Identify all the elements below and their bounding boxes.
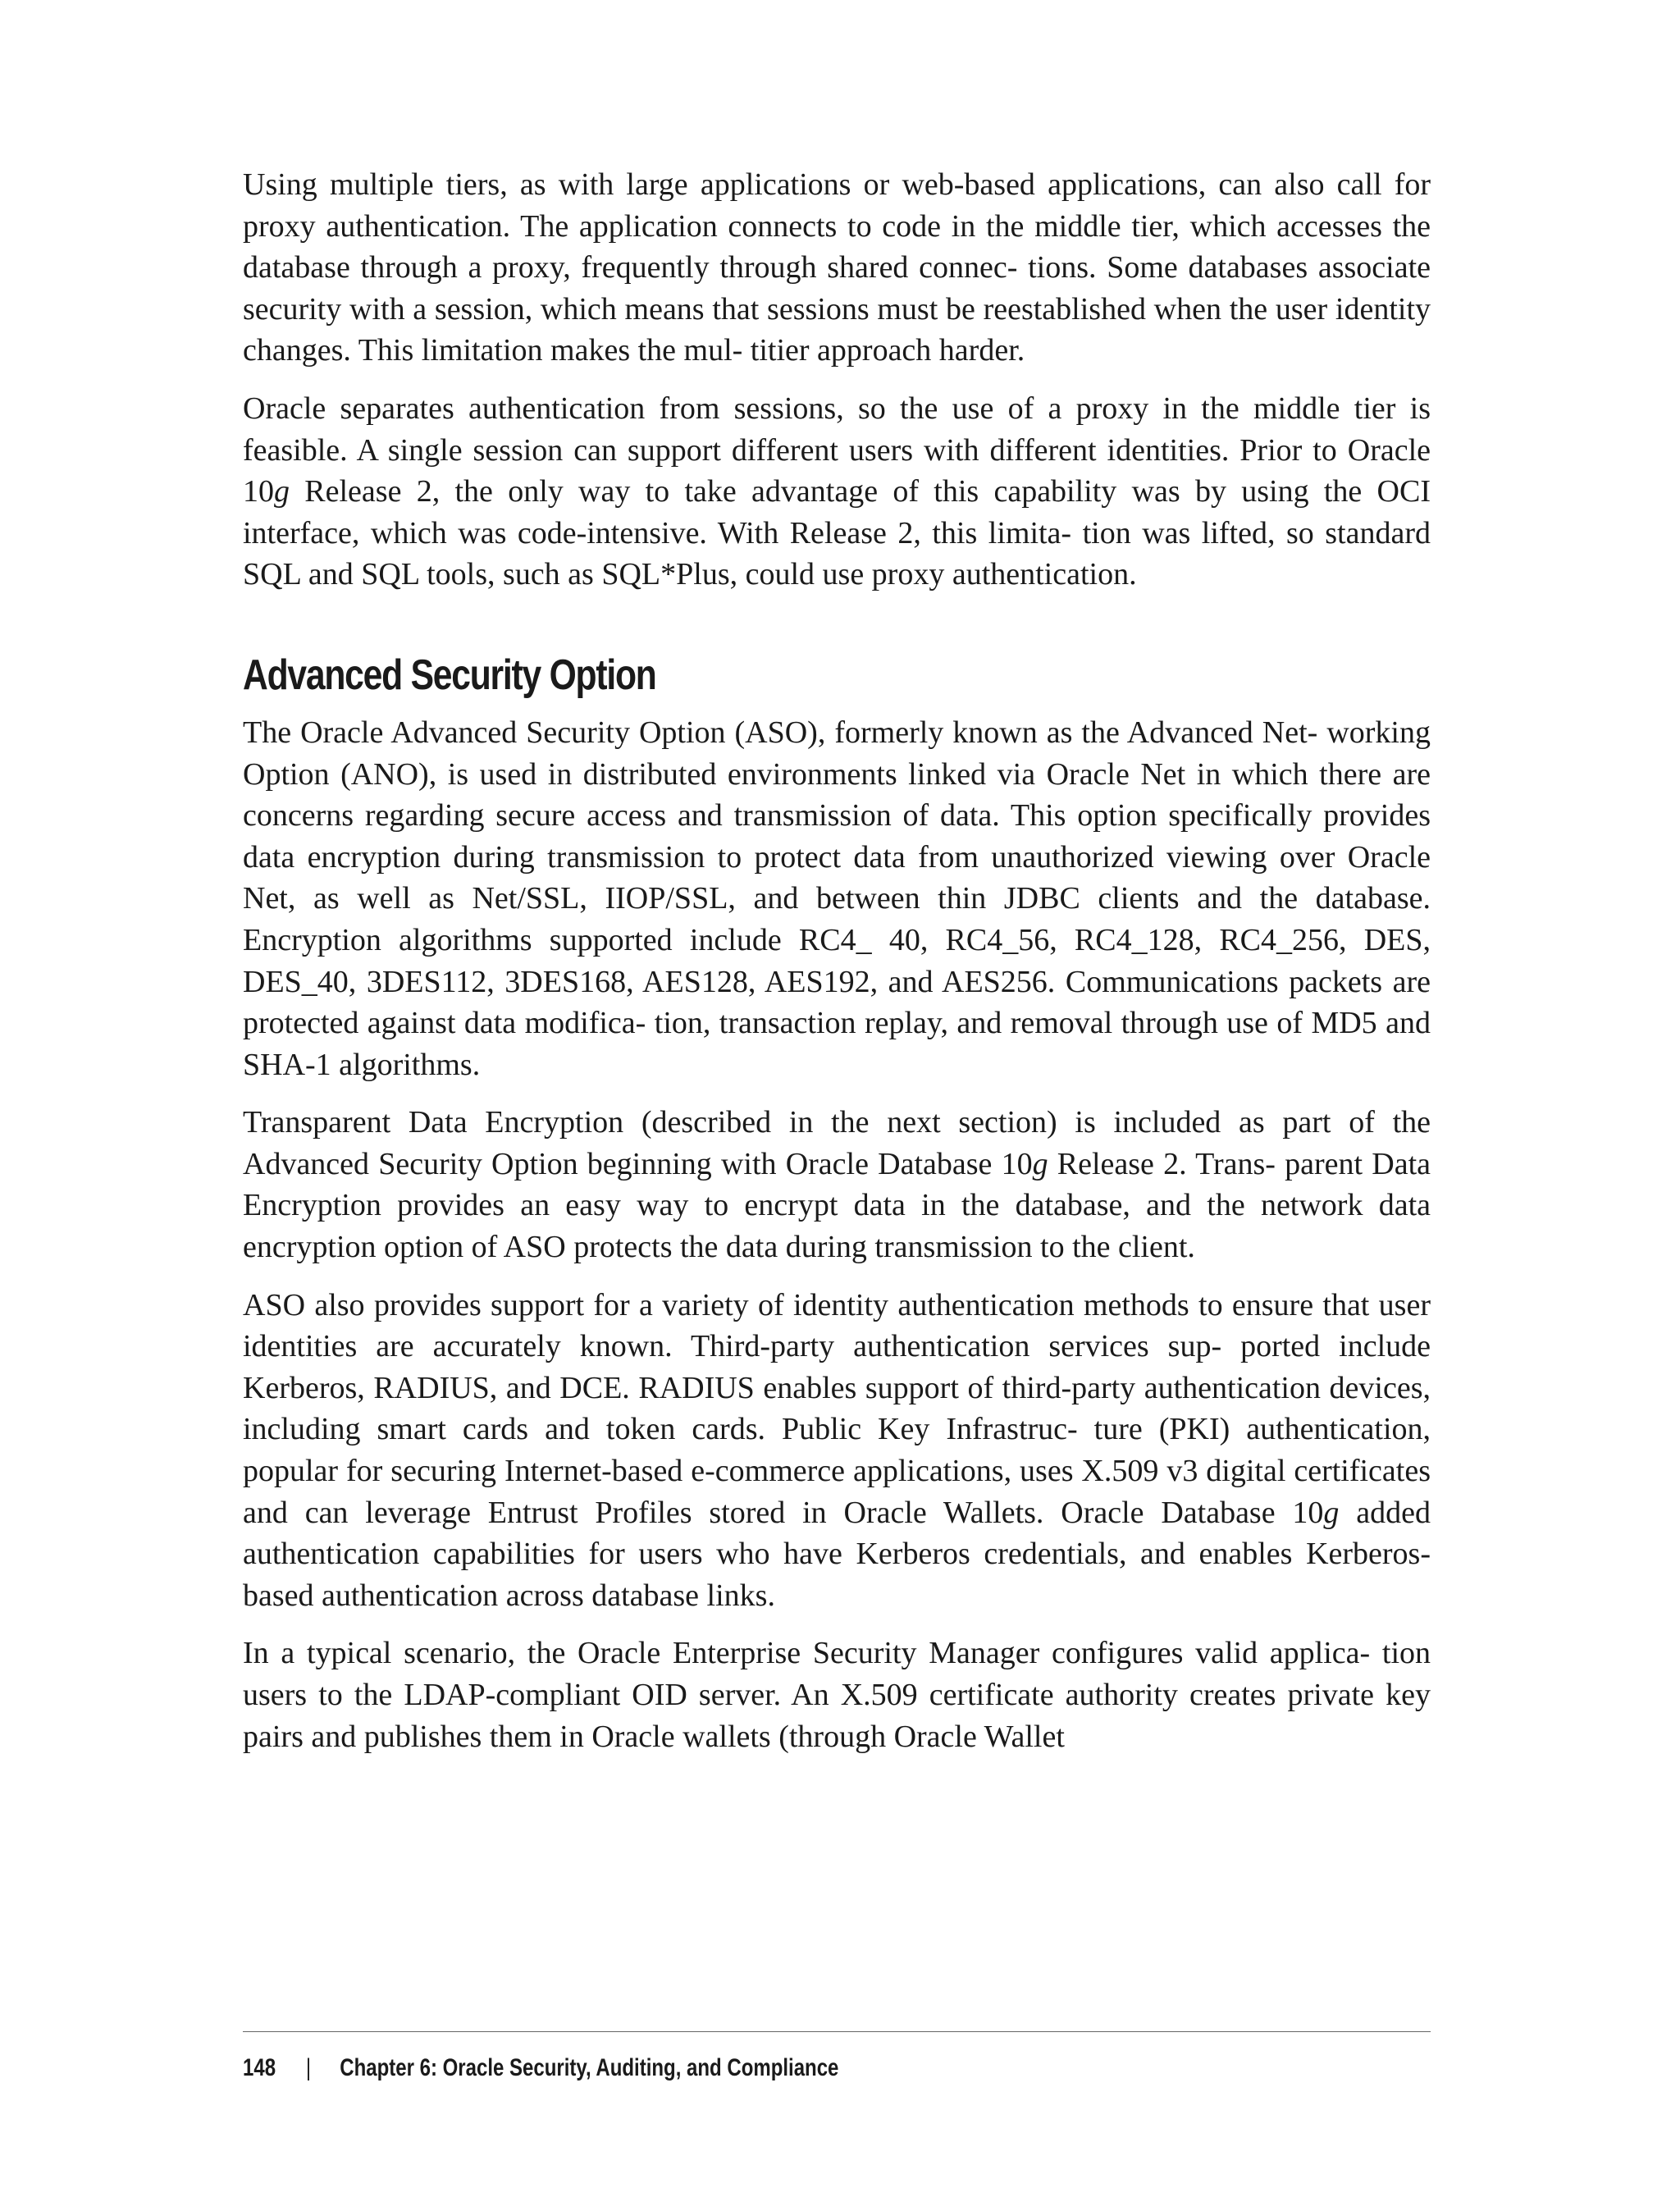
page-number: 148 bbox=[243, 2054, 276, 2081]
paragraph-oracle-proxy: Oracle separates authentication from sessions, so the use of a proxy in the middle tier is feasible. A single session can support different users with different identities. Prior to Oracle 10g Release 2, the only way to take advantage of this capability was by using the OCI interface, which was code-intensive. With Release 2, this limita- tion was lifted, so standard SQL and SQL tools, such as SQL*Plus, could use proxy authentication. bbox=[243, 391, 1431, 592]
page-footer bbox=[243, 2031, 1431, 2083]
chapter-title: Chapter 6: Oracle Security, Auditing, and Compliance bbox=[340, 2054, 839, 2081]
section-heading: Advanced Security Option bbox=[243, 651, 656, 699]
paragraph-typical-scenario: In a typical scenario, the Oracle Enterprise Security Manager configures valid applica- tion users to the LDAP-compliant OID server. An X.509 certificate authority creates private key pairs and publishes them in Oracle wallets (through Oracle Wallet bbox=[243, 1636, 1431, 1754]
paragraph-identity-auth: ASO also provides support for a variety of identity authentication methods to ensure that user identities are accurately known. Third-party authentication services sup- ported include Kerberos, RADIUS, and DCE. RADIUS enables support of third-party authentication devices, including smart cards and token cards. Public Key Infrastruc- ture (PKI) authentication, popular for securing Internet-based e-commerce applications, uses X.509 v3 digital certificates and can leverage Entrust Profiles stored in Oracle Wallets. Oracle Database 10g added authentication capabilities for users who have Kerberos credentials, and enables Kerberos-based authentication across database links. bbox=[243, 1287, 1431, 1613]
page-body bbox=[243, 164, 1431, 1774]
paragraph-aso-overview: The Oracle Advanced Security Option (ASO), formerly known as the Advanced Net- working Option (ANO), is used in distributed environments linked via Oracle Net in which there are concerns regarding secure access and transmission of data. This option specifically provides data encryption during transmission to protect data from unauthorized viewing over Oracle Net, as well as Net/SSL, IIOP/SSL, and between thin JDBC clients and the database. Encryption algorithms supported include RC4_ 40, RC4_56, RC4_128, RC4_256, DES, DES_40, 3DES112, 3DES168, AES128, AES192, and AES256. Communications packets are protected against data modifica- tion, transaction replay, and removal through use of MD5 and SHA-1 algorithms. bbox=[243, 715, 1431, 1082]
paragraph-tde: Transparent Data Encryption (described in the next section) is included as part of the Advanced Security Option beginning with Oracle Database 10g Release 2. Trans- parent Data Encryption provides an easy way to encrypt data in the database, and the network data encryption option of ASO protects the data during transmission to the client. bbox=[243, 1105, 1431, 1265]
paragraph-proxy-tiers: Using multiple tiers, as with large applications or web-based applications, can also call for proxy authentication. The application connects to code in the middle tier, which accesses the database through a proxy, frequently through shared connec- tions. Some databases associate security with a session, which means that sessions must be reestablished when the user identity changes. This limitation makes the mul- titier approach harder. bbox=[243, 167, 1431, 368]
footer-separator: | bbox=[305, 2054, 312, 2081]
